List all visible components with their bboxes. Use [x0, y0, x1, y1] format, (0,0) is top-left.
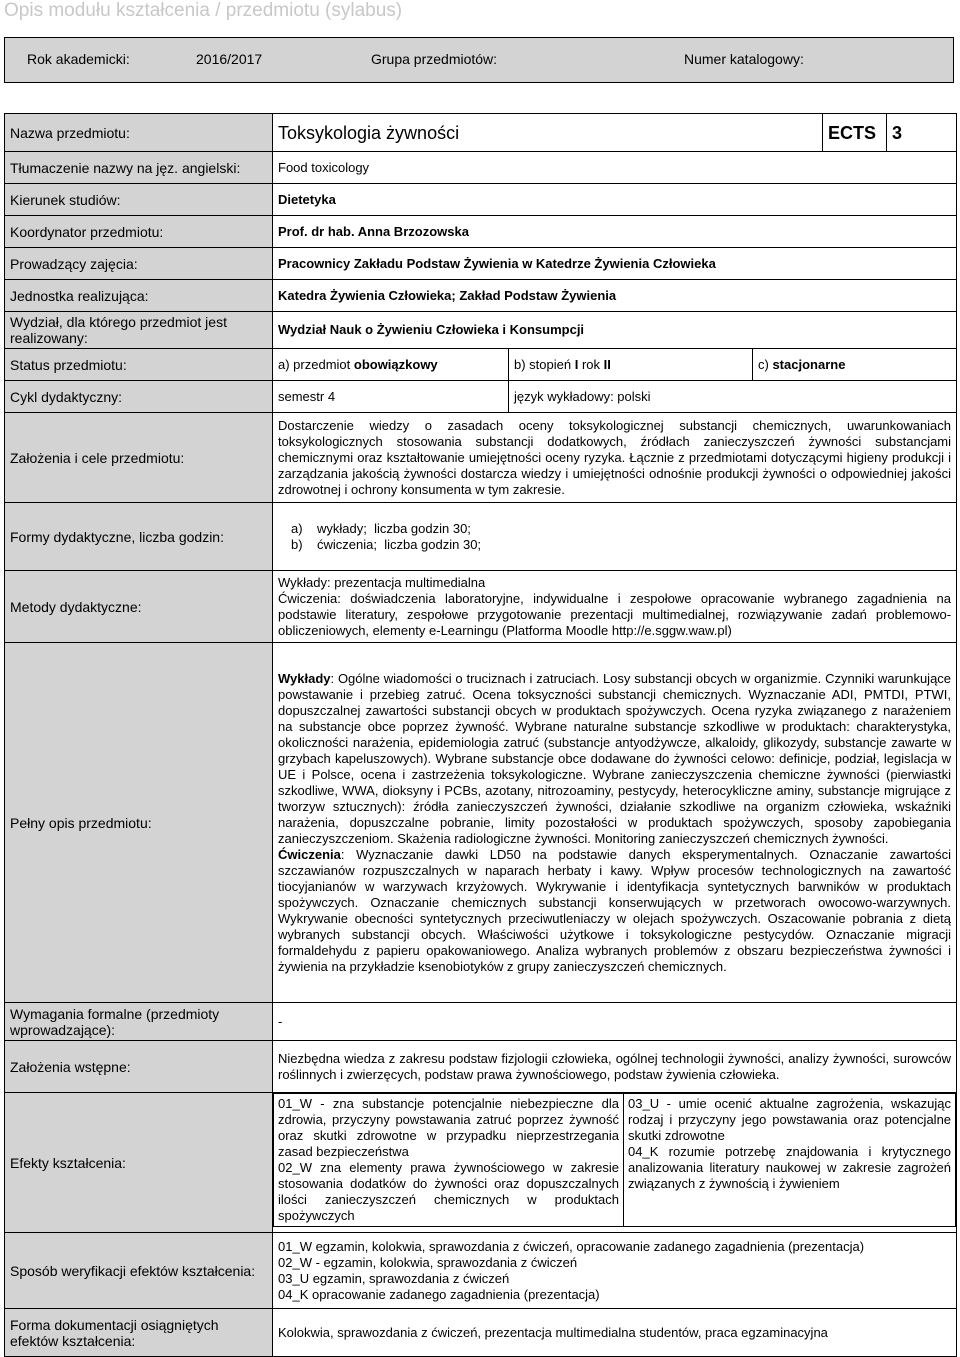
status-c-prefix: c): [758, 356, 773, 372]
status-c: [753, 349, 957, 381]
status-b-stopien: I: [574, 356, 579, 372]
wymagania-label: Wymagania formalne (przedmioty wprowadzające):: [5, 1003, 273, 1041]
rok-label: Rok akademicki:: [27, 51, 130, 67]
pelny-opis-wyklady: [278, 671, 951, 847]
ects-label: ECTS: [823, 114, 887, 152]
zalozenia-wstepne-label: Założenia wstępne:: [5, 1041, 273, 1093]
translation-value: Food toxicology: [273, 152, 957, 184]
kierunek-label: Kierunek studiów:: [5, 184, 273, 216]
efekt-01w: 01_W - zna substancje potencjalnie niebezpieczne dla zdrowia, przyczyny powstawania zatruć poprzez żywność oraz skutki zdrowotne w przypadku nieprzestrzegania zasad bezpieczeństwa: [278, 1096, 620, 1159]
weryfikacja-item: 04_K opracowanie zadanego zagadnienia (prezentacja): [278, 1286, 600, 1302]
wyklady-heading: Wykłady: [278, 670, 331, 686]
weryfikacja-item: 03_U egzamin, sprawozdania z ćwiczeń: [278, 1270, 510, 1286]
efekty-right: [624, 1094, 956, 1227]
metody-line2: Ćwiczenia: doświadczenia laboratoryjne, indywidualne i zespołowe opracowanie wybranego zagadnienia na podstawie literatury, zespołowe przygotowanie prezentacji multimedialnej, rozwiązywanie zadań problemowo-obliczeniowych, elementy e-Learningu (Platforma Moodle http://e.sggw.waw.pl): [278, 590, 952, 638]
grupa-label: Grupa przedmiotów:: [371, 51, 498, 67]
translation-label: Tłumaczenie nazwy na jęz. angielski:: [5, 152, 273, 184]
zalozenia-cele-label: Założenia i cele przedmiotu:: [5, 413, 273, 503]
koordynator-value: Prof. dr hab. Anna Brzozowska: [273, 216, 957, 248]
status-b-rok: II: [603, 356, 611, 372]
wymagania-value: -: [273, 1003, 957, 1041]
cykl-label: Cykl dydaktyczny:: [5, 381, 273, 413]
wyklady-text: : Ogólne wiadomości o truciznach i zatruciach. Losy substancji obcych w organizmie. Czynniki warunkujące powstawanie i przebieg zatruć. Ocena toksyczności substancji chemicznych. Wyznaczanie ADI, PMTDI, PTWI, dopuszczalnej zawartości substancji obcych w produktach spożywczych. Ocena ryzyka związanego z narażeniem na substancje obce poprzez żywność. Wybrane naturalne substancje szkodliwe w produktach: charakterystyka, okoliczności narażenia, epidemiologia zatruć (substancje antyodżywcze, alkaloidy, glikozydy, substancje zawarte w grzybach kapeluszowych). Wybrane substancje obce dodawane do żywności celowo: definicje, podział, legislacja w UE i Polsce, ocena i zastrzeżenia toksykologiczne. Wybrane zanieczyszczenia chemiczne żywności (pierwiastki szkodliwe, WWA, dioksyny i PCBs, azotany, nitrozoaminy, pestycydy, heterocykliczne aminy, substancje migrujące z tworzyw sztucznych): źródła zanieczyszczeń żywności, działanie szkodliwe na organizm człowieka, wskaźniki narażenia, dopuszczalne pobranie, limity pozostałości w produktach spożywczych, sposoby zapobiegania zanieczyszczeniom. Skażenia radiologiczne żywności. Monitoring zanieczyszczeń chemicznych żywności.: [278, 670, 952, 846]
efekt-04k: 04_K rozumie potrzebę znajdowania i krytycznego analizowania literatury naukowej w zakresie zagrożeń związanych z żywnością i żywieniem: [628, 1144, 952, 1191]
page-title: Opis modułu kształcenia / przedmiotu (sylabus): [4, 0, 403, 21]
ects-value: 3: [887, 114, 957, 152]
course-name: Toksykologia żywności: [273, 114, 823, 152]
cwiczenia-text: : Wyznaczanie dawki LD50 na podstawie danych eksperymentalnych. Oznaczanie zawartości szczawianów rozpuszczalnych w naparach herbaty i kawy. Wpływ procesów technologicznych na zawartość tiocyjanianów w warzywach krzyżowych. Wykrywanie i identyfikacja syntetycznych barwników w produktach spożywczych. Oznaczanie chemicznych substancji konserwujących w przetworach owocowo-warzywnych. Wykrywanie obecności syntetycznych przeciwutleniaczy w olejach spożywczych. Oszacowanie pobrania z dietą wybranych substancji obcych. Właściwości użytkowe i toksykologiczne pestycydów. Oznaczanie migracji formaldehydu z papieru opakowaniowego. Analiza wybranych problemów z obszaru bezpieczeństwa żywności i żywienia na przykładzie ksenobiotyków z grupy zanieczyszczeń chemicznych.: [278, 846, 952, 974]
wydzial-label: Wydział, dla którego przedmiot jest realizowany:: [5, 312, 273, 349]
koordynator-label: Koordynator przedmiotu:: [5, 216, 273, 248]
status-a: [273, 349, 509, 381]
syllabus-table: [4, 113, 957, 1357]
wydzial-value: Wydział Nauk o Żywieniu Człowieka i Konsumpcji: [273, 312, 957, 349]
efekty-left: [274, 1094, 624, 1227]
status-b: [509, 349, 753, 381]
weryfikacja-label: Sposób weryfikacji efektów kształcenia:: [5, 1233, 273, 1309]
numer-label: Numer katalogowy:: [684, 51, 804, 67]
cykl-jezyk: język wykładowy: polski: [509, 381, 957, 413]
status-label: Status przedmiotu:: [5, 349, 273, 381]
name-label: Nazwa przedmiotu:: [5, 114, 273, 152]
metody-label: Metody dydaktyczne:: [5, 571, 273, 643]
pelny-opis-text: [273, 643, 957, 1003]
formy-item-a: a) wykłady; liczba godzin 30;: [291, 520, 471, 536]
status-c-value: stacjonarne: [772, 356, 846, 372]
kierunek-value: Dietetyka: [273, 184, 957, 216]
efekt-02w: 02_W zna elementy prawa żywnościowego w zakresie stosowania dodatków do żywności oraz dopuszczalnych ilości zanieczyszczeń chemicznych w produktach spożywczych: [278, 1160, 620, 1223]
zalozenia-cele-text: Dostarczenie wiedzy o zasadach oceny toksykologicznej substancji chemicznych, uwarunkowaniach toksykologicznych stosowania substancji dodatkowych, źródłach zanieczyszczeń żywności substancjami chemicznymi oraz kształtowanie umiejętności oceny ryzyka. Łącznie z przedmiotami dotyczącymi higieny produkcji i zarządzania jakością żywności dostarcza wiedzy i umiejętności odnośnie produkcji żywności o odpowiedniej jakości zdrowotnej i ochrony konsumenta w tym zakresie.: [273, 413, 957, 503]
metody-text: [273, 571, 957, 643]
efekty-label: Efekty kształcenia:: [5, 1093, 273, 1233]
metody-line1: Wykłady: prezentacja multimedialna: [278, 574, 486, 590]
weryfikacja-item: 01_W egzamin, kolokwia, sprawozdania z ćwiczeń, opracowanie zadanego zagadnienia (prezentacja): [278, 1238, 865, 1254]
efekt-03u: 03_U - umie ocenić aktualne zagrożenia, wskazując rodzaj i przyczyny jego powstawania oraz potencjalne skutki zdrowotne: [628, 1096, 952, 1143]
status-b-prefix: b) stopień: [514, 356, 575, 372]
weryfikacja-item: 02_W - egzamin, kolokwia, sprawozdania z ćwiczeń: [278, 1254, 578, 1270]
status-a-prefix: a) przedmiot: [278, 356, 354, 372]
cykl-semestr: semestr 4: [273, 381, 509, 413]
weryfikacja-list: [273, 1233, 957, 1309]
formy-item-b: b) ćwiczenia; liczba godzin 30;: [291, 536, 482, 552]
status-a-value: obowiązkowy: [353, 356, 438, 372]
cwiczenia-heading: Ćwiczenia: [278, 846, 341, 862]
dokumentacja-value: Kolokwia, sprawozdania z ćwiczeń, prezentacja multimedialna studentów, praca egzaminacyjna: [273, 1309, 957, 1357]
academic-header: [4, 37, 954, 83]
prowadzacy-value: Pracownicy Zakładu Podstaw Żywienia w Katedrze Żywienia Człowieka: [273, 248, 957, 280]
prowadzacy-label: Prowadzący zajęcia:: [5, 248, 273, 280]
status-b-rok-label: rok: [578, 356, 604, 372]
formy-list: [273, 503, 957, 571]
zalozenia-wstepne-value: Niezbędna wiedza z zakresu podstaw fizjologii człowieka, ogólnej technologii żywności, analizy żywności, surowców roślinnych i zwierzęcych, podstaw prawa żywnościowego, podstaw żywienia człowieka.: [273, 1041, 957, 1093]
dokumentacja-label: Forma dokumentacji osiągniętych efektów kształcenia:: [5, 1309, 273, 1357]
efekty-table: [273, 1093, 956, 1227]
rok-value: 2016/2017: [196, 51, 263, 67]
jednostka-value: Katedra Żywienia Człowieka; Zakład Podstaw Żywienia: [273, 280, 957, 312]
pelny-opis-cwiczenia: [278, 847, 951, 975]
pelny-opis-label: Pełny opis przedmiotu:: [5, 643, 273, 1003]
efekty-cell: [273, 1093, 957, 1233]
formy-label: Formy dydaktyczne, liczba godzin:: [5, 503, 273, 571]
jednostka-label: Jednostka realizująca:: [5, 280, 273, 312]
